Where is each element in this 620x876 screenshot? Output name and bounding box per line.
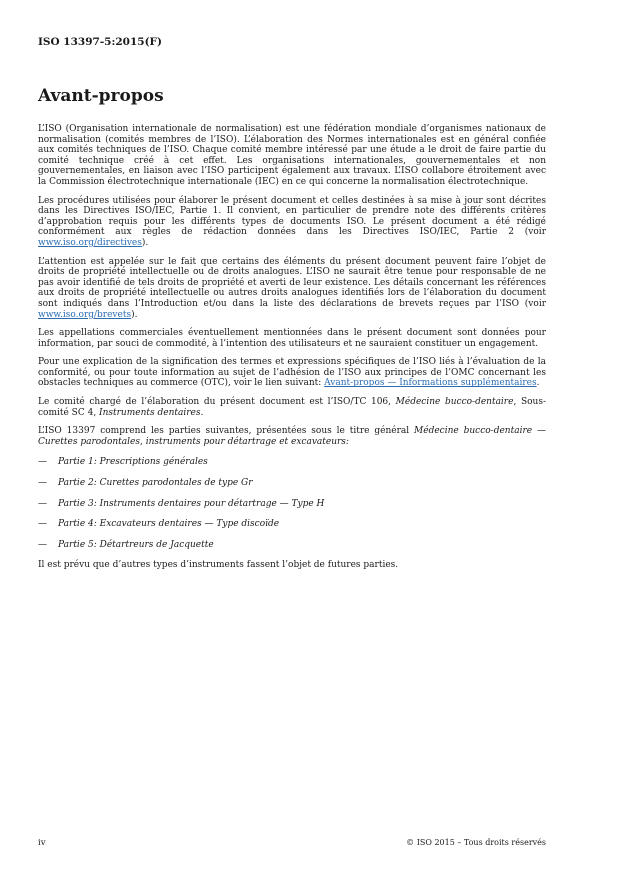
list-item <box>38 499 546 510</box>
list-item-text: Partie 5: Détartreurs de Jacquette <box>58 539 214 550</box>
list-item-text: Partie 3: Instruments dentaires pour détartrage — Type H <box>58 498 325 509</box>
paragraph-7-text: L’ISO 13397 comprend les parties suivantes, présentées sous le titre général <box>38 426 415 437</box>
list-dash: — <box>38 498 47 509</box>
paragraph-7-general-title: Médecine bucco-dentaire — Curettes parodontales, instruments pour détartrage et excavateurs: <box>38 426 546 447</box>
paragraph-6 <box>38 397 546 418</box>
paragraph-4: Les appellations commerciales éventuellement mentionnées dans le présent document sont données pour information, par souci de commodité, à l’intention des utilisateurs et ne sauraient constituer un engagement. <box>38 328 546 349</box>
list-item-text: Partie 4: Excavateurs dentaires — Type discoïde <box>58 519 280 530</box>
paragraph-6-end: . <box>200 407 204 418</box>
parts-list <box>38 457 546 550</box>
paragraph-2-end: ). <box>141 237 149 248</box>
directives-link[interactable]: www.iso.org/directives <box>38 237 142 248</box>
supplementary-info-link[interactable]: Avant-propos — Informations supplémentaires <box>324 378 537 389</box>
list-dash: — <box>38 478 47 489</box>
list-item <box>38 519 546 530</box>
paragraph-6-subcommittee-title: Instruments dentaires <box>99 407 201 418</box>
paragraph-1: L’ISO (Organisation internationale de normalisation) est une fédération mondiale d’organismes nationaux de normalisation (comités membres de l’ISO). L’élaboration des Normes internationales est en général confiée aux comités techniques de l’ISO. Chaque comité membre intéressé par une étude a le droit de faire partie du comité technique créé à cet effet. Les organisations internationales, gouvernementales et non gouvernementales, en liaison avec l’ISO participent également aux travaux. L’ISO collabore étroitement avec la Commission électrotechnique internationale (IEC) en ce qui concerne la normalisation électrotechnique. <box>38 124 546 187</box>
paragraph-8: Il est prévu que d’autres types d’instruments fassent l’objet de futures parties. <box>38 560 399 571</box>
list-item <box>38 478 546 489</box>
paragraph-6-committee-title: Médecine bucco-dentaire <box>395 397 514 408</box>
paragraph-2-text: Les procédures utilisées pour élaborer le présent document et celles destinées à sa mise à jour sont décrites dans les Directives ISO/IEC, Partie 1. Il convient, en particulier de prendre note des différents critères d’approbation requis pour les différents types de documents ISO. Le présent document a été rédigé conformément aux règles de rédaction données dans les Directives ISO/IEC, Partie 2 (voir <box>38 195 546 238</box>
page-title: Avant-propos <box>38 86 164 106</box>
paragraph-7 <box>38 426 546 447</box>
document-id: ISO 13397-5:2015(F) <box>38 36 162 48</box>
paragraph-3 <box>38 257 546 321</box>
document-body <box>38 124 546 579</box>
paragraph-5 <box>38 357 546 389</box>
paragraph-6-mid: , Sous-comité SC 4, <box>38 397 546 418</box>
paragraph-5-end: . <box>536 378 540 389</box>
list-item-text: Partie 2: Curettes parodontales de type Gr <box>58 478 253 489</box>
list-dash: — <box>38 457 47 468</box>
page-number: iv <box>38 838 46 848</box>
paragraph-3-text: L’attention est appelée sur le fait que certains des éléments du présent document peuvent faire l’objet de droits de propriété intellectuelle ou de droits analogues. L’ISO ne saurait être tenue pour responsable de ne pas avoir identifié de tels droits de propriété et averti de leur existence. Les détails concernant les références aux droits de propriété intellectuelle ou autres droits analogues identifiés lors de l’élaboration du document sont indiqués dans l’Introduction et/ou dans la liste des déclarations de brevets reçues par l’ISO (voir <box>38 256 546 309</box>
paragraph-6-text: Le comité chargé de l’élaboration du présent document est l’ISO/TC 106, <box>38 397 396 408</box>
list-dash: — <box>38 539 47 550</box>
list-item <box>38 457 546 468</box>
paragraph-5-text: Pour une explication de la signification des termes et expressions spécifiques de l’ISO liés à l’évaluation de la conformité, ou pour toute information au sujet de l’adhésion de l’ISO aux principes de l’OMC concernant les obstacles techniques au commerce (OTC), voir le lien suivant: <box>38 357 546 389</box>
list-item <box>38 540 546 551</box>
copyright-notice: © ISO 2015 – Tous droits réservés <box>406 838 546 847</box>
paragraph-3-end: ). <box>131 309 138 320</box>
paragraph-2 <box>38 196 546 249</box>
patents-link[interactable]: www.iso.org/brevets <box>38 309 132 320</box>
list-dash: — <box>38 519 47 530</box>
list-item-text: Partie 1: Prescriptions générales <box>58 457 208 468</box>
